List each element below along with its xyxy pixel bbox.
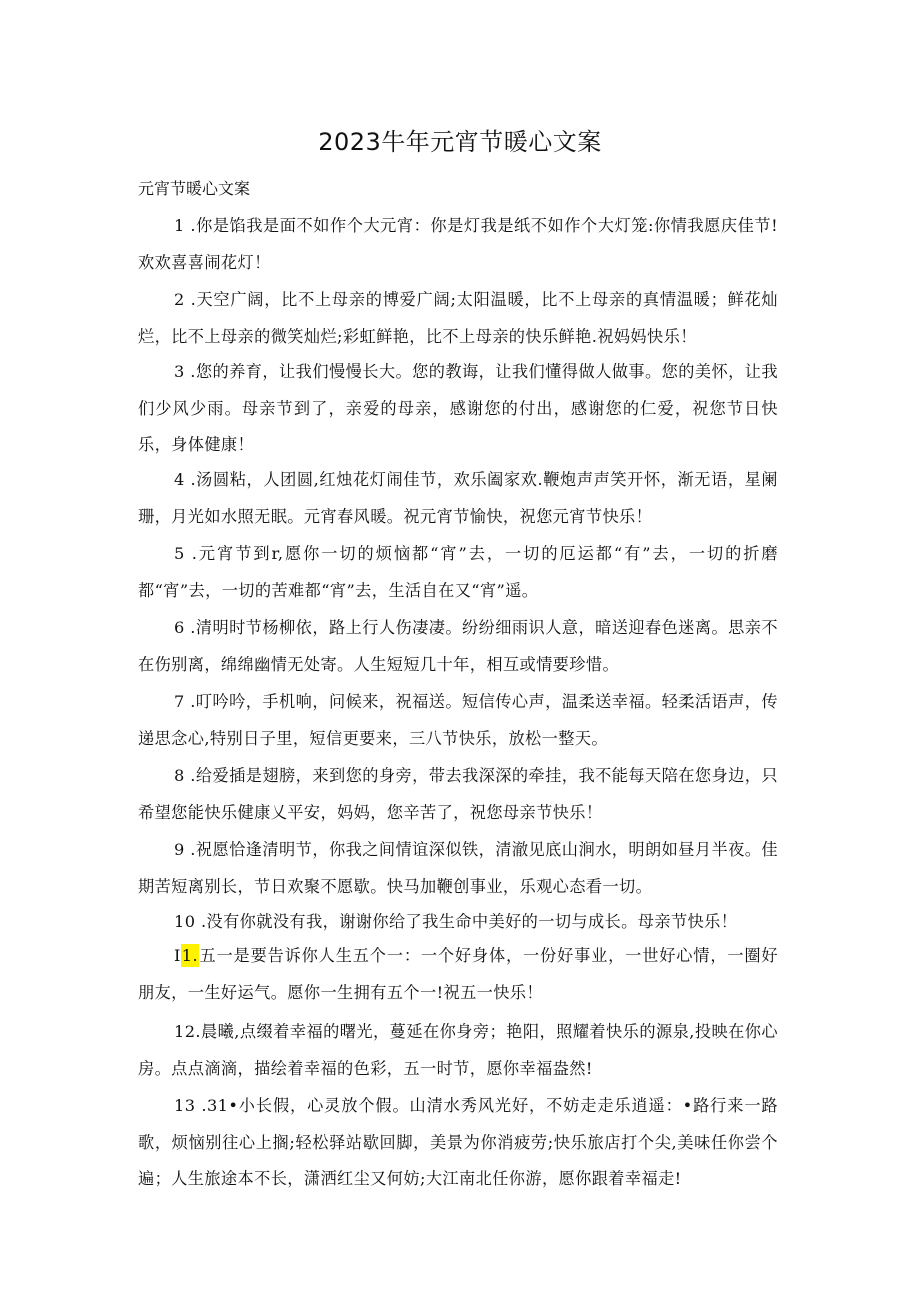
item-number: 1 — [174, 216, 185, 235]
item-number: 8 — [174, 766, 185, 785]
list-item — [138, 462, 778, 535]
item-number: 10 — [174, 912, 196, 931]
list-item — [138, 282, 778, 355]
item-text: 五一是要告诉你人生五个一：一个好身体，一份好事业，一世好心情，一圈好朋友，一生好运气。愿你一生拥有五个一!祝五一快乐！ — [138, 946, 778, 1002]
list-item — [138, 1014, 778, 1087]
item-number-prefix: I — [174, 946, 181, 965]
list-item — [138, 832, 778, 905]
item-text: .汤圆粘，人团圆,红烛花灯闹佳节，欢乐阖家欢.鞭炮声声笑开怀，渐无语，星阑珊，月光如水照无眠。元宵春风暖。祝元宵节愉快，祝您元宵节快乐！ — [138, 470, 778, 526]
list-item — [138, 684, 778, 757]
item-number: 4 — [174, 470, 185, 489]
item-number: 6 — [174, 618, 185, 637]
document-title: 2023牛年元宵节暖心文案 — [318, 128, 602, 156]
list-item — [138, 758, 778, 831]
item-text: .晨曦,点缀着幸福的曙光，蔓延在你身旁；艳阳，照耀着快乐的源泉,投映在你心房。点点滴滴，描绘着幸福的色彩，五一时节，愿你幸福盎然! — [138, 1022, 778, 1078]
item-text: .没有你就没有我，谢谢你给了我生命中美好的一切与成长。母亲节快乐！ — [195, 912, 738, 931]
list-item — [138, 354, 778, 464]
item-text: .您的养育，让我们慢慢长大。您的教诲，让我们懂得做人做事。您的美怀，让我们少风少雨。母亲节到了，亲爱的母亲，感谢您的付出，感谢您的仁爱，祝您节日快乐，身体健康！ — [138, 362, 778, 454]
item-number: 12 — [174, 1022, 196, 1041]
item-number: 3 — [174, 362, 185, 381]
item-text: .清明时节杨柳依，路上行人伤凄凄。纷纷细雨识人意，暗送迎春色迷离。思亲不在伤别离，绵绵幽情无处寄。人生短短几十年，相互或情要珍惜。 — [138, 618, 778, 674]
item-text: .叮吟吟，手机响，问候来，祝福送。短信传心声，温柔送幸福。轻柔活语声，传递思念心,特别日子里，短信更要来，三八节快乐，放松一整天。 — [138, 692, 778, 748]
list-item — [138, 536, 778, 609]
item-text: .你是馅我是面不如作个大元宵：你是灯我是纸不如作个大灯笼:你情我愿庆佳节!欢欢喜喜闹花灯！ — [138, 216, 778, 272]
highlighted-number: 1. — [181, 946, 199, 965]
list-item — [138, 1088, 778, 1198]
item-text: .祝愿恰逢清明节，你我之间情谊深似铁，清澈见底山涧水，明朗如昼月半夜。佳期苦短离别长，节日欢聚不愿歇。快马加鞭创事业，乐观心态看一切。 — [138, 840, 778, 896]
document-subtitle: 元宵节暖心文案 — [138, 179, 251, 198]
item-number: 2 — [174, 290, 185, 309]
list-item — [138, 904, 778, 941]
list-item — [138, 938, 778, 1011]
list-item — [138, 610, 778, 683]
item-text: .31•小长假，心灵放个假。山清水秀风光好，不妨走走乐逍遥：•路行来一路歌，烦恼别往心上搁;轻松驿站歇回脚，美景为你消疲劳;快乐旅店打个尖,美味任你尝个遍；人生旅途本不长，潇洒红尘又何妨;大江南北任你游，愿你跟着幸福走! — [138, 1096, 778, 1188]
item-number: 13 — [174, 1096, 196, 1115]
item-text: .元宵节到r,愿你一切的烦恼都“宵”去，一切的厄运都“有”去，一切的折磨都“宵”去，一切的苦难都“宵”去，生活自在又“宵”遥。 — [138, 544, 778, 600]
item-number: 9 — [174, 840, 185, 859]
item-number: 7 — [174, 692, 185, 711]
item-text: .天空广阔，比不上母亲的博爱广阔;太阳温暖，比不上母亲的真情温暖；鲜花灿烂，比不上母亲的微笑灿烂;彩虹鲜艳，比不上母亲的快乐鲜艳.祝妈妈快乐！ — [138, 290, 778, 346]
item-text: .给爱插是翅膀，来到您的身旁，带去我深深的牵挂，我不能每天陪在您身边，只希望您能快乐健康乂平安，妈妈，您辛苦了，祝您母亲节快乐！ — [138, 766, 778, 822]
item-number: 5 — [174, 544, 185, 563]
list-item — [138, 208, 778, 281]
